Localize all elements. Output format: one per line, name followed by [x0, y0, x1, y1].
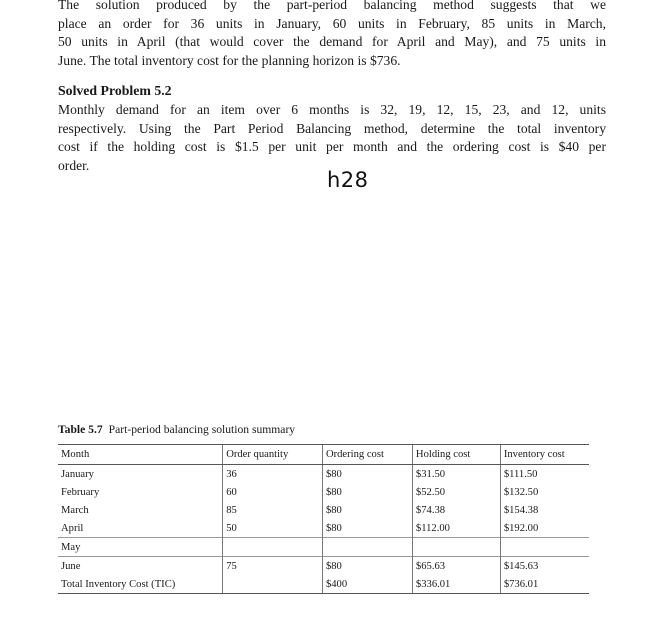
table-row: [58, 465, 589, 484]
order-quantity-cell: 50: [223, 519, 323, 538]
holding-cost-cell: $74.38: [412, 501, 500, 519]
month-cell: May: [58, 538, 223, 557]
inventory-cost-cell: [500, 538, 589, 557]
holding-cost-cell: $31.50: [412, 465, 500, 484]
intro-line: The solution produced by the part-period balancing method suggests that we: [58, 0, 606, 12]
intro-line: place an order for 36 units in January, 60 units in February, 85 units in March,: [58, 15, 606, 31]
problem-paragraph: [58, 101, 606, 175]
holding-cost-cell: [412, 538, 500, 557]
total-inventory-cost-cell: $736.01: [500, 575, 589, 594]
ordering-cost-cell: $80: [322, 465, 412, 484]
month-cell: February: [61, 486, 100, 498]
problem-line: cost if the holding cost is $1.5 per unit per month and the ordering cost is $40 per: [58, 139, 606, 154]
total-holding-cost-cell: $336.01: [412, 575, 500, 594]
table-total-row: [58, 575, 589, 594]
total-ordering-cost-cell: $400: [322, 575, 412, 594]
header-cell: Ordering cost: [322, 445, 412, 465]
order-quantity-cell: 85: [223, 501, 323, 519]
table-row: [58, 557, 589, 576]
month-cell: January: [61, 468, 94, 480]
holding-cost-cell: $65.63: [412, 557, 500, 576]
total-label-cell: Total Inventory Cost (TIC): [58, 575, 223, 594]
inventory-cost-cell: $154.38: [500, 501, 589, 519]
month-cell: June: [58, 557, 223, 576]
order-quantity-cell: [223, 538, 323, 557]
holding-cost-cell: $112.00: [412, 519, 500, 538]
summary-table: [58, 444, 589, 594]
problem-line: order.: [58, 157, 90, 173]
problem-heading: Solved Problem 5.2: [58, 83, 172, 98]
header-cell: Inventory cost: [500, 445, 589, 465]
intro-line: 50 units in April (that would cover the demand for April and May), and 75 units in: [58, 34, 606, 49]
table-header-row: [58, 445, 589, 465]
ordering-cost-cell: $80: [322, 483, 412, 501]
order-quantity-cell: 75: [223, 557, 323, 576]
inventory-cost-cell: $111.50: [500, 465, 589, 484]
order-quantity-cell: 60: [223, 483, 323, 501]
inventory-cost-cell: $132.50: [500, 483, 589, 501]
handwritten-note: h28: [327, 168, 369, 192]
table-label: Table 5.7: [58, 423, 103, 436]
table-caption: [58, 423, 295, 436]
order-quantity-cell: [223, 575, 323, 594]
intro-line: June. The total inventory cost for the planning horizon is $736.: [58, 52, 401, 68]
ordering-cost-cell: $80: [322, 501, 412, 519]
month-cell: March: [61, 504, 89, 516]
ordering-cost-cell: $80: [322, 519, 412, 538]
table-row: [58, 501, 589, 519]
problem-line: respectively. Using the Part Period Balancing method, determine the total inventory: [58, 120, 606, 136]
order-quantity-cell: 36: [223, 465, 323, 484]
ordering-cost-cell: $80: [322, 557, 412, 576]
intro-paragraph: [58, 0, 606, 70]
table-row: [58, 483, 589, 501]
table-row: [58, 538, 589, 557]
ordering-cost-cell: [322, 538, 412, 557]
table-caption-text: Part-period balancing solution summary: [108, 423, 296, 436]
problem-line: Monthly demand for an item over 6 months is 32, 19, 12, 15, 23, and 12, units: [58, 102, 606, 117]
header-cell: Holding cost: [412, 445, 500, 465]
holding-cost-cell: $52.50: [412, 483, 500, 501]
month-cell: April: [61, 522, 84, 534]
table-row: [58, 519, 589, 538]
inventory-cost-cell: $192.00: [500, 519, 589, 538]
header-cell: Month: [58, 445, 223, 465]
header-cell: Order quantity: [223, 445, 323, 465]
inventory-cost-cell: $145.63: [500, 557, 589, 576]
